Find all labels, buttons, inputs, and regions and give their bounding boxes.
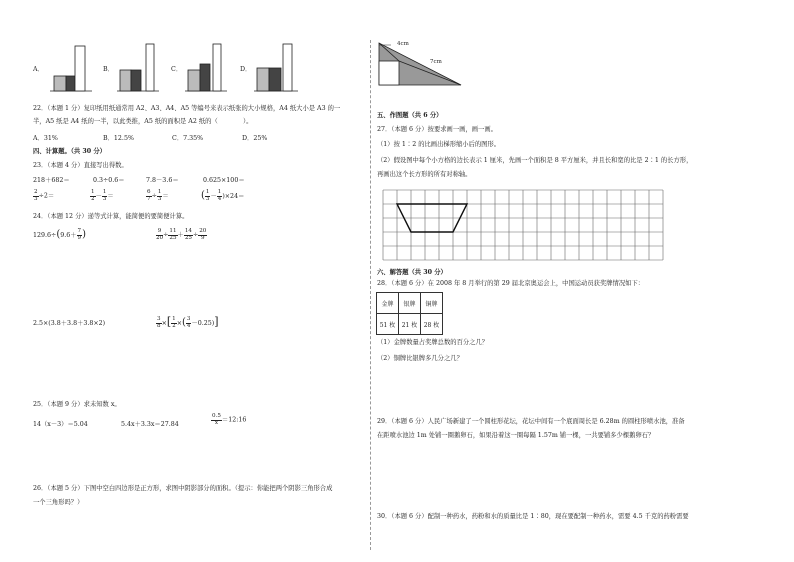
q24-expr-3: 2.5×(3.8＋3.8＋3.8×2)	[33, 320, 106, 327]
value-bronze: 28 枚	[421, 314, 443, 335]
q24-expr-1: 129.6÷(9.6＋ $\frac{7}{9}$ )	[33, 228, 86, 241]
header-silver: 银牌	[399, 293, 421, 314]
q28-sub-1: （1）金牌数量占奖牌总数的百分之几？	[377, 339, 489, 346]
bar-figure-a	[48, 40, 98, 96]
value-silver: 21 枚	[399, 314, 421, 335]
q25-eq-1: 14（x－3）＝5.04	[33, 421, 88, 428]
q25-prompt: 25．（本题 9 分）求未知数 x。	[33, 401, 121, 408]
q24-prompt: 24．（本题 12 分）递等式计算，能简便的要简便计算。	[33, 213, 189, 220]
q23-item-7: $\frac{6}{7}$ ÷ $\frac{1}{3}$ ＝	[147, 189, 169, 202]
triangle-label-4cm: 4cm	[397, 41, 409, 47]
q25-eq-2: 5.4x＋3.3x＝27.84	[121, 421, 179, 428]
q27-sub-2-line2: 再画出这个长方形的所有对称轴。	[377, 171, 472, 178]
option-label-d: D．	[240, 66, 252, 73]
q23-item-6: $\frac{1}{2}$ － $\frac{1}{3}$ ＝	[91, 189, 114, 202]
drawing-grid[interactable]	[383, 190, 666, 262]
q22-option-b: B．12.5%	[103, 135, 134, 142]
q23-item-4: 0.625×100＝	[203, 177, 245, 184]
table-row	[377, 314, 443, 335]
bar-figure-c	[183, 40, 233, 96]
q22-option-c: C．7.35%	[172, 135, 204, 142]
option-label-c: C．	[171, 66, 183, 73]
option-label-b: B．	[103, 66, 114, 73]
q28-sub-2: （2）铜牌比银牌多几分之几？	[377, 355, 463, 362]
q27-sub-2-line1: （2）假设图中每个小方格的边长表示 1 厘米，先画一个面积是 8 平方厘米，并且长和宽的比是 2∶1 的长方形，	[377, 157, 693, 164]
section-6-heading: 六、解答题（共 30 分）	[377, 269, 447, 276]
q26-line2: 一个三角形吗？）	[33, 499, 84, 506]
q22-line2: 半，A5 纸是 A4 纸的一半，以此类推，A5 纸的面积是 A2 纸的（ ）。	[33, 118, 253, 125]
q24-expr-4: $\frac{3}{8}$ ×[ $\frac{1}{2}$ ×( $\frac{3}{4}$ －0.25)]	[157, 315, 219, 329]
medal-table	[376, 292, 443, 335]
q29-line1: 29．（本题 6 分）人民广场新建了一个圆柱形花坛，花坛中间有一个底面周长是 6.28m 的圆柱形喷水池，准备	[377, 418, 685, 425]
bar-figure-d	[252, 40, 302, 96]
q27-prompt: 27．（本题 6 分）按要求画一画，画一画。	[377, 126, 497, 133]
section-5-heading: 五、作图题（共 6 分）	[377, 112, 443, 119]
value-gold: 51 枚	[377, 314, 399, 335]
q23-item-3: 7.8－3.6＝	[146, 177, 179, 184]
section-4-heading: 四、计算题。（共 30 分）	[33, 148, 106, 155]
q24-expr-2: $\frac{9}{20}$ ÷ $\frac{11}{25}$ ＋ $\frac{14}{25}$ ÷ $\frac{20}{9}$	[156, 228, 207, 241]
q23-item-2: 0.3÷0.6＝	[93, 177, 125, 184]
column-divider	[370, 40, 371, 550]
q29-line2: 在距喷水池边 1m 处铺一圈鹅卵石，如果沿着这一圈每隔 1.57m 铺一棵，一共要铺多少棵鹅卵石？	[377, 432, 655, 439]
q23-item-8: ( $\frac{1}{3}$ － $\frac{1}{4}$ )×24＝	[201, 189, 245, 202]
table-row	[377, 293, 443, 314]
q22-option-a: A．31%	[33, 135, 58, 142]
q23-item-5: $\frac{2}{3}$ ÷2＝	[34, 189, 55, 202]
q22-line1: 22．（本题 1 分）复印纸用纸通常用 A2、A3、A4、A5 等编号来表示纸张的大小规格，A4 纸大小是 A3 的一	[33, 105, 341, 112]
q23-item-1: 218＋682＝	[33, 177, 70, 184]
bar-figure-b	[115, 40, 165, 96]
header-bronze: 铜牌	[421, 293, 443, 314]
q27-sub-1: （1）按 1∶2 的比画出梯形缩小后的图形。	[377, 141, 501, 148]
header-gold: 金牌	[377, 293, 399, 314]
q28-prompt: 28．（本题 6 分）在 2008 年 8 月举行的第 29 届北京奥运会上，中国运动员获奖牌情况如下：	[377, 280, 645, 287]
q25-eq-3: $\frac{0.5}{x}$ ＝12:16	[212, 413, 247, 426]
shaded-triangle-figure	[377, 40, 467, 88]
q30-line1: 30．（本题 6 分）配制一种药水，药粉和水的质量比是 1∶80，现在要配制一种药水，需要 4.5 千克的药粉需要	[377, 513, 689, 520]
q26-line1: 26．（本题 5 分）下图中空白四边形是正方形，求图中阴影部分的面积。（提示：你能把两个阴影三角形合成	[33, 485, 333, 492]
q23-prompt: 23．（本题 4 分）直接写出得数。	[33, 162, 128, 169]
q22-option-d: D．25%	[242, 135, 268, 142]
triangle-label-7cm: 7cm	[430, 59, 442, 65]
option-label-a: A．	[33, 66, 44, 73]
